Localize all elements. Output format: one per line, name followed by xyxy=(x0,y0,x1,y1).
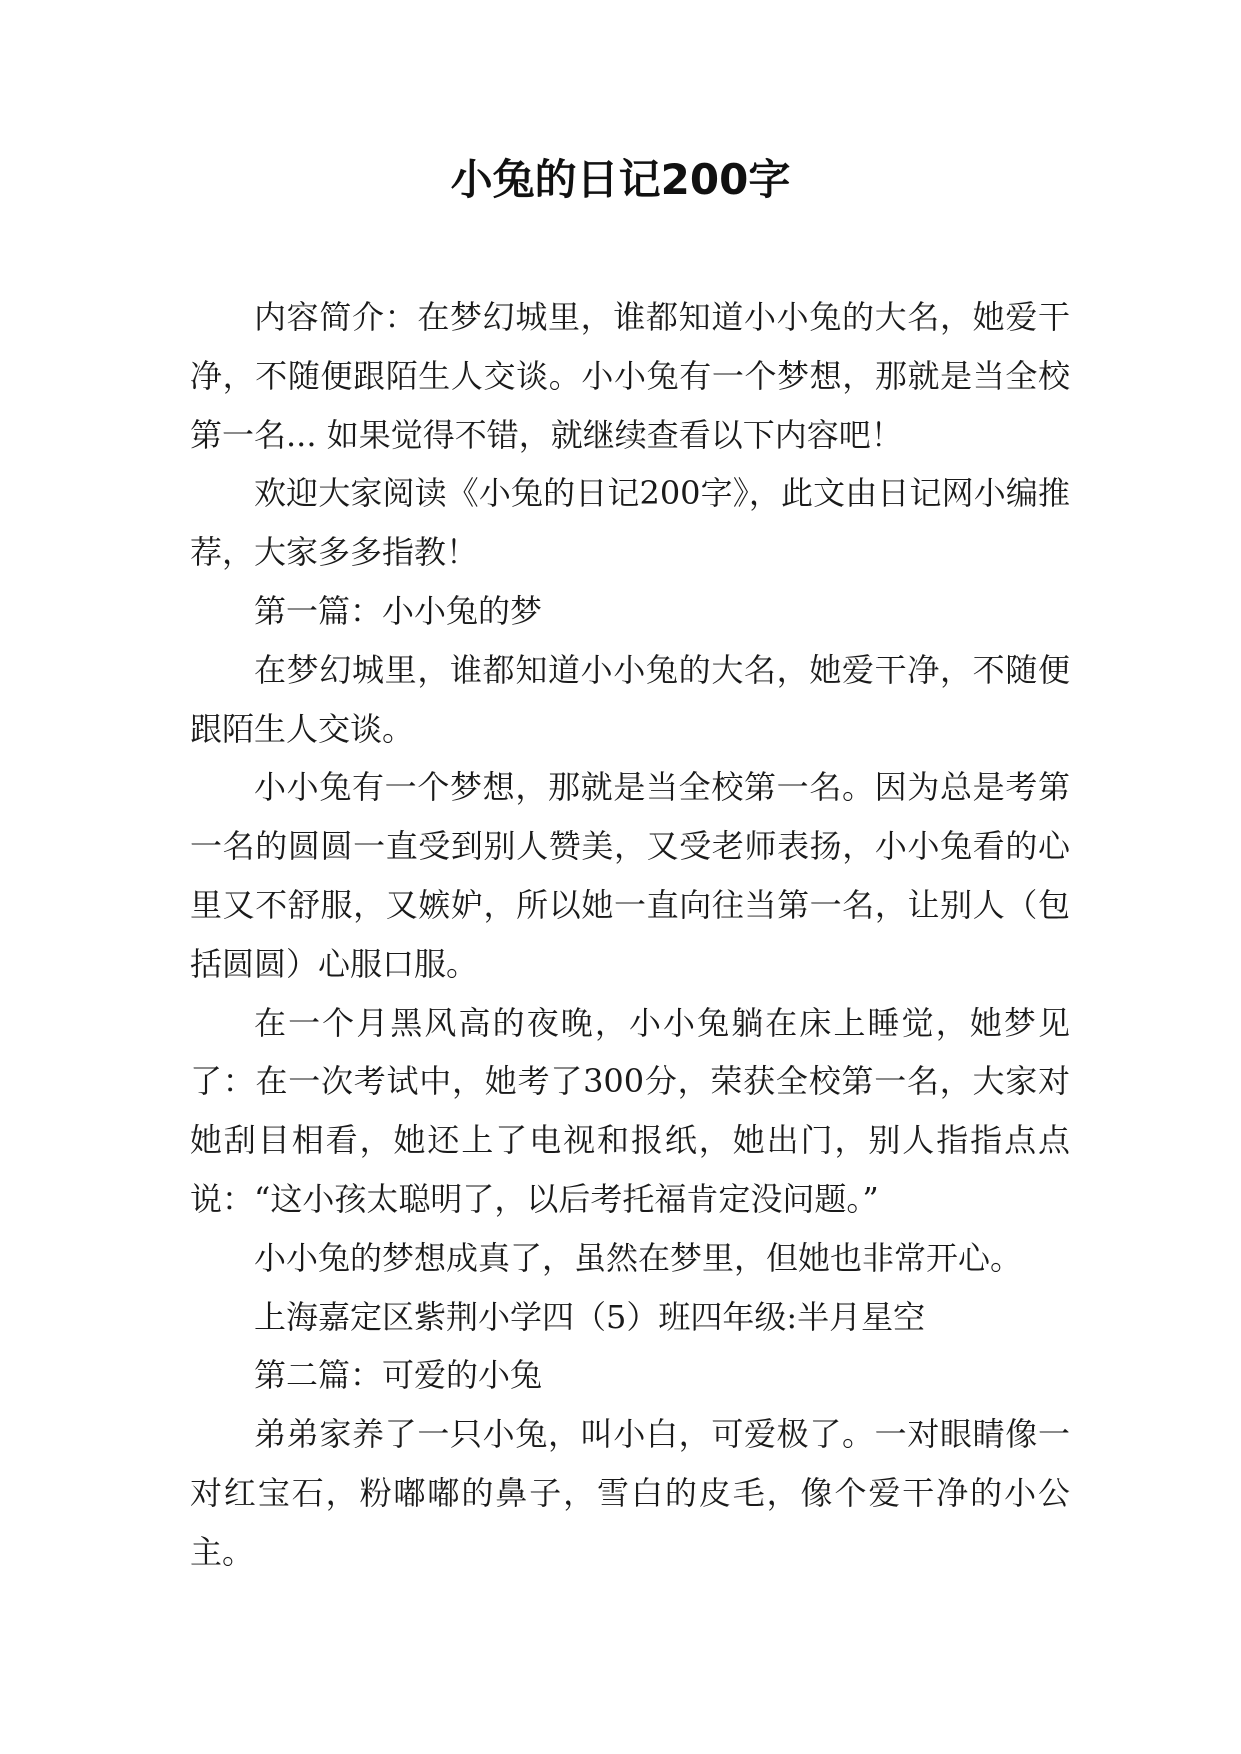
document-title: 小兔的日记200字 xyxy=(450,155,791,204)
paragraph: 在梦幻城里，谁都知道小小兔的大名，她爱干净，不随便跟陌生人交谈。 xyxy=(190,650,1070,748)
paragraph: 小小兔的梦想成真了，虽然在梦里，但她也非常开心。 xyxy=(254,1238,1023,1277)
paragraph-summary: 内容简介：在梦幻城里，谁都知道小小兔的大名，她爱干净，不随便跟陌生人交谈。小小兔有一个梦想，那就是当全校第一名... 如果觉得不错，就继续查看以下内容吧！ xyxy=(190,298,1070,454)
author-line: 上海嘉定区紫荆小学四（5）班四年级:半月星空 xyxy=(254,1297,926,1336)
section-heading-1: 第一篇：小小兔的梦 xyxy=(254,591,543,630)
document-body xyxy=(190,288,1070,1582)
paragraph-welcome: 欢迎大家阅读《小兔的日记200字》，此文由日记网小编推荐，大家多多指教！ xyxy=(190,474,1070,572)
section-heading-2: 第二篇：可爱的小兔 xyxy=(254,1356,543,1395)
paragraph: 弟弟家养了一只小兔，叫小白，可爱极了。一对眼睛像一对红宝石，粉嘟嘟的鼻子，雪白的皮毛，像个爱干净的小公主。 xyxy=(190,1415,1070,1571)
paragraph: 小小兔有一个梦想，那就是当全校第一名。因为总是考第一名的圆圆一直受到别人赞美，又受老师表扬，小小兔看的心里又不舒服，又嫉妒，所以她一直向往当第一名，让别人（包括圆圆）心服口服。 xyxy=(190,768,1070,983)
paragraph: 在一个月黑风高的夜晚，小小兔躺在床上睡觉，她梦见了：在一次考试中，她考了300分，荣获全校第一名，大家对她刮目相看，她还上了电视和报纸，她出门，别人指指点点说：“这小孩太聪明了，以后考托福肯定没问题。” xyxy=(190,1003,1070,1218)
